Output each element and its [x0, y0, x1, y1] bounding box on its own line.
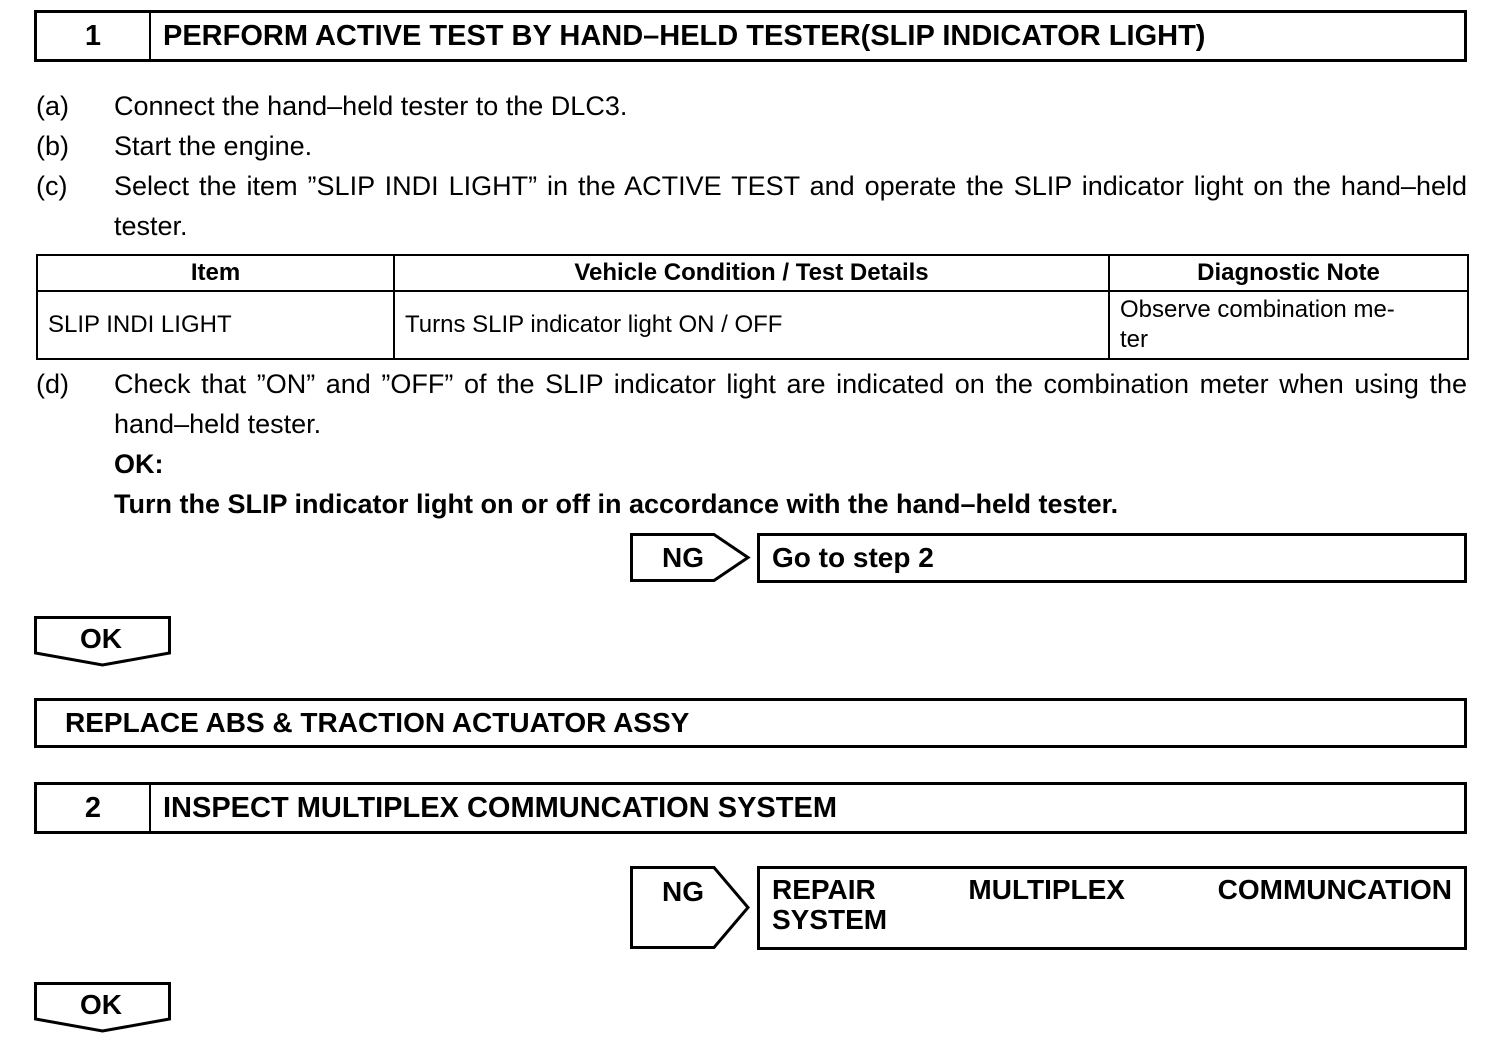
ng-result-2 — [757, 866, 1467, 950]
step-2-number: 2 — [37, 785, 151, 831]
instruction-c-text: Select the item ”SLIP INDI LIGHT” in the ACTIVE TEST and operate the SLIP indicator light on the hand–held tester. — [114, 171, 1467, 241]
active-test-table — [36, 254, 1467, 360]
instruction-d-label: (d) — [36, 369, 69, 399]
table-header-condition: Vehicle Condition / Test Details — [394, 255, 1109, 291]
table-cell-item: SLIP INDI LIGHT — [37, 291, 394, 359]
instruction-c-label: (c) — [36, 171, 68, 201]
step-2-header — [34, 782, 1467, 834]
instruction-c — [36, 166, 1467, 246]
step-1-title: PERFORM ACTIVE TEST BY HAND–HELD TESTER(SLIP INDICATOR LIGHT) — [163, 19, 1206, 52]
table-header-item: Item — [37, 255, 394, 291]
step-1-number: 1 — [37, 13, 151, 59]
table-cell-note: Observe combination me- ter — [1109, 291, 1468, 359]
instruction-b — [36, 126, 1467, 166]
step-2-title: INSPECT MULTIPLEX COMMUNCATION SYSTEM — [163, 791, 837, 824]
table-header-row — [37, 255, 1468, 291]
instruction-a-label: (a) — [36, 91, 69, 121]
table-cell-condition: Turns SLIP indicator light ON / OFF — [394, 291, 1109, 359]
ng-result-2-line-2: SYSTEM — [772, 904, 888, 935]
instruction-b-label: (b) — [36, 131, 69, 161]
instruction-d-text: Check that ”ON” and ”OFF” of the SLIP indicator light are indicated on the combination meter when using the hand–held tester. — [114, 369, 1467, 439]
step-1-header — [34, 10, 1467, 62]
ng-label-1: NG — [662, 542, 704, 573]
replace-actuator-box: REPLACE ABS & TRACTION ACTUATOR ASSY — [34, 698, 1467, 748]
ok-condition-text: Turn the SLIP indicator light on or off in accordance with the hand–held tester. — [114, 489, 1119, 519]
instruction-b-text: Start the engine. — [114, 131, 313, 161]
instruction-a — [36, 86, 1467, 126]
ng-label-2: NG — [662, 876, 704, 907]
ng-result-1: Go to step 2 — [757, 533, 1467, 583]
table-row — [37, 291, 1468, 359]
ng-result-2-line-1: REPAIR MULTIPLEX COMMUNCATION — [772, 874, 1452, 905]
instruction-d — [36, 364, 1467, 444]
ok-label-1: OK — [80, 623, 122, 654]
ok-label-2: OK — [80, 989, 122, 1020]
instruction-a-text: Connect the hand–held tester to the DLC3. — [114, 91, 628, 121]
ok-condition-label: OK: — [114, 449, 164, 479]
table-header-note: Diagnostic Note — [1109, 255, 1468, 291]
